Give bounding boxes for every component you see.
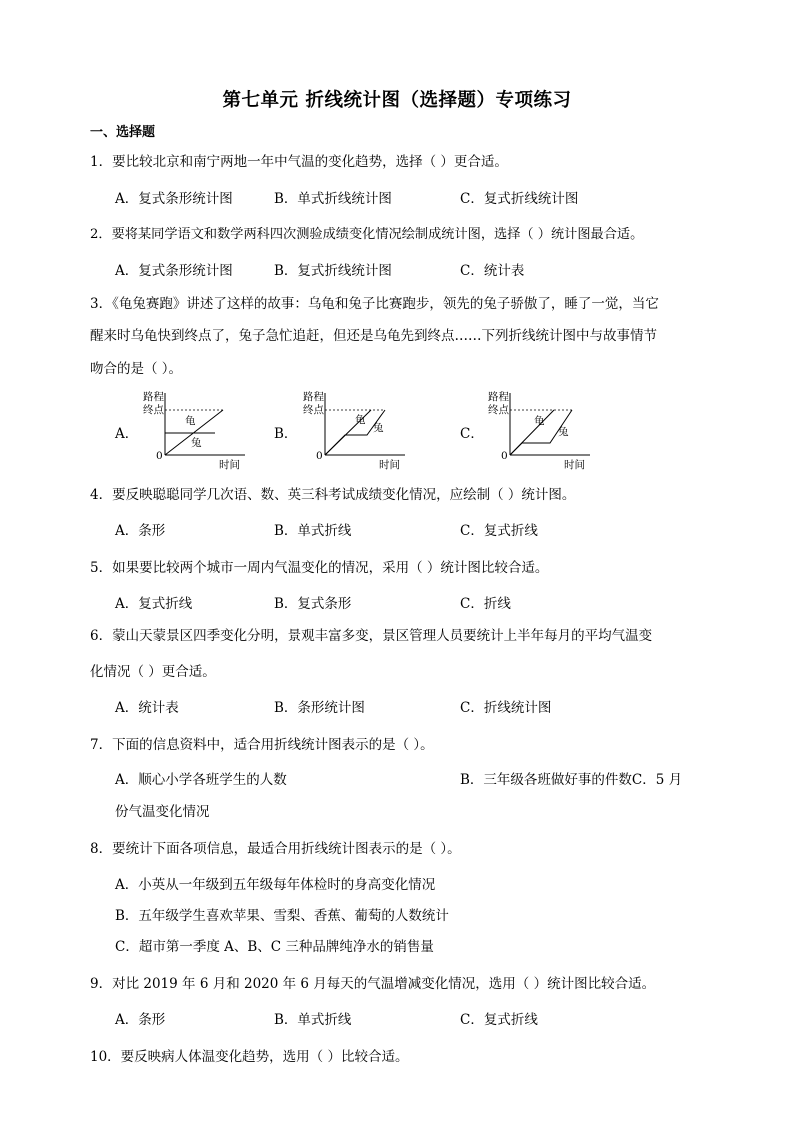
question-4-stem: 4．要反映聪聪同学几次语、数、英三科考试成绩变化情况，应绘制（ ）统计图。 [90, 487, 576, 503]
question-9-option-c[interactable]: C．复式折线 [460, 1012, 538, 1028]
question-6-option-b[interactable]: B．条形统计图 [274, 700, 365, 716]
question-5-option-c[interactable]: C．折线 [460, 596, 511, 612]
question-4-option-c[interactable]: C．复式折线 [460, 523, 538, 539]
question-3-stem-line-3: 吻合的是（ ）。 [90, 361, 183, 377]
question-7-stem: 7．下面的信息资料中，适合用折线统计图表示的是（ ）。 [90, 737, 434, 753]
question-6-stem-line-1: 6．蒙山天蒙景区四季变化分明，景观丰富多变，景区管理人员要统计上半年每月的平均气温变 [90, 628, 653, 644]
graph-a [135, 389, 250, 471]
question-5-stem: 5．如果要比较两个城市一周内气温变化的情况，采用（ ）统计图比较合适。 [90, 560, 549, 576]
question-8-option-b[interactable]: B．五年级学生喜欢苹果、雪梨、香蕉、葡萄的人数统计 [115, 908, 449, 924]
question-7-option-c-continued: 份气温变化情况 [115, 804, 210, 820]
question-3-option-c[interactable]: C． [460, 426, 484, 442]
question-6-option-c[interactable]: C．折线统计图 [460, 700, 552, 716]
graph-b-turtle-label: 龟 [355, 414, 366, 426]
question-6-stem-line-2: 化情况（ ）更合适。 [90, 664, 216, 680]
question-3-option-a[interactable]: A． [115, 426, 139, 442]
graph-a-turtle-label: 龟 [185, 415, 196, 427]
graph-b-xlabel: 时间 [379, 459, 400, 471]
question-1-option-a[interactable]: A．复式条形统计图 [115, 191, 233, 207]
graph-b-origin: 0 [316, 450, 323, 462]
question-1-option-b[interactable]: B．单式折线统计图 [274, 191, 392, 207]
question-2-option-b[interactable]: B．复式折线统计图 [274, 263, 392, 279]
graph-a-rabbit-line [165, 433, 215, 455]
question-2-stem: 2．要将某同学语文和数学两科四次测验成绩变化情况绘制成统计图，选择（ ）统计图最合适。 [90, 227, 644, 242]
graph-a-ylabel-top: 路程 [143, 391, 164, 403]
question-9-option-a[interactable]: A．条形 [115, 1012, 166, 1028]
graph-a-ylabel-end: 终点 [143, 404, 164, 416]
graph-b-rabbit-label: 兔 [373, 422, 384, 434]
question-3-stem-line-2: 醒来时乌龟快到终点了，兔子急忙追赶，但还是乌龟先到终点……下列折线统计图中与故事情节 [90, 328, 657, 344]
question-6-option-a[interactable]: A．统计表 [115, 700, 179, 716]
graph-b [295, 389, 410, 471]
graph-b-ylabel-end: 终点 [303, 404, 324, 416]
question-7-option-bc[interactable]: B．三年级各班做好事的件数C．5 月 [460, 772, 683, 788]
question-4-option-a[interactable]: A．条形 [115, 523, 166, 539]
graph-a-rabbit-label: 兔 [191, 437, 202, 449]
graph-c-rabbit-label: 兔 [558, 426, 569, 438]
graph-c-turtle-label: 龟 [534, 415, 545, 427]
page-title: 第七单元 折线统计图（选择题）专项练习 [222, 90, 572, 111]
question-5-option-a[interactable]: A．复式折线 [115, 596, 193, 612]
question-8-option-a[interactable]: A．小英从一年级到五年级每年体检时的身高变化情况 [115, 877, 436, 893]
graph-a-xlabel: 时间 [219, 459, 240, 471]
question-5-option-b[interactable]: B．复式条形 [274, 596, 352, 612]
graph-a-origin: 0 [156, 450, 163, 462]
question-2-option-c[interactable]: C．统计表 [460, 263, 525, 279]
question-9-stem: 9．对比 2019 年 6 月和 2020 年 6 月每天的气温增减变化情况，选用（ ）统计图比较合适。 [90, 976, 656, 992]
section-heading: 一、选择题 [90, 125, 156, 140]
question-10-stem: 10．要反映病人体温变化趋势，选用（ ）比较合适。 [90, 1049, 409, 1065]
question-1-stem: 1．要比较北京和南宁两地一年中气温的变化趋势，选择（ ）更合适。 [90, 154, 508, 170]
graph-c [480, 389, 595, 471]
question-4-option-b[interactable]: B．单式折线 [274, 523, 352, 539]
question-3-option-b[interactable]: B． [274, 426, 298, 442]
question-2-option-a[interactable]: A．复式条形统计图 [115, 263, 233, 279]
question-8-option-c[interactable]: C．超市第一季度 A、B、C 三种品牌纯净水的销售量 [115, 939, 434, 955]
question-7-option-a[interactable]: A．顺心小学各班学生的人数 [115, 772, 287, 788]
question-1-option-c[interactable]: C．复式折线统计图 [460, 191, 579, 207]
graph-c-ylabel-top: 路程 [488, 391, 509, 403]
question-8-stem: 8．要统计下面各项信息，最适合用折线统计图表示的是（ ）。 [90, 841, 461, 857]
graph-c-origin: 0 [501, 450, 508, 462]
question-9-option-b[interactable]: B．单式折线 [274, 1012, 352, 1028]
graph-b-ylabel-top: 路程 [303, 391, 324, 403]
graph-c-xlabel: 时间 [564, 459, 585, 471]
graph-c-ylabel-end: 终点 [488, 404, 509, 416]
question-3-stem-line-1: 3．《龟兔赛跑》讲述了这样的故事：乌龟和兔子比赛跑步，领先的兔子骄傲了，睡了一觉，当它 [90, 296, 659, 312]
